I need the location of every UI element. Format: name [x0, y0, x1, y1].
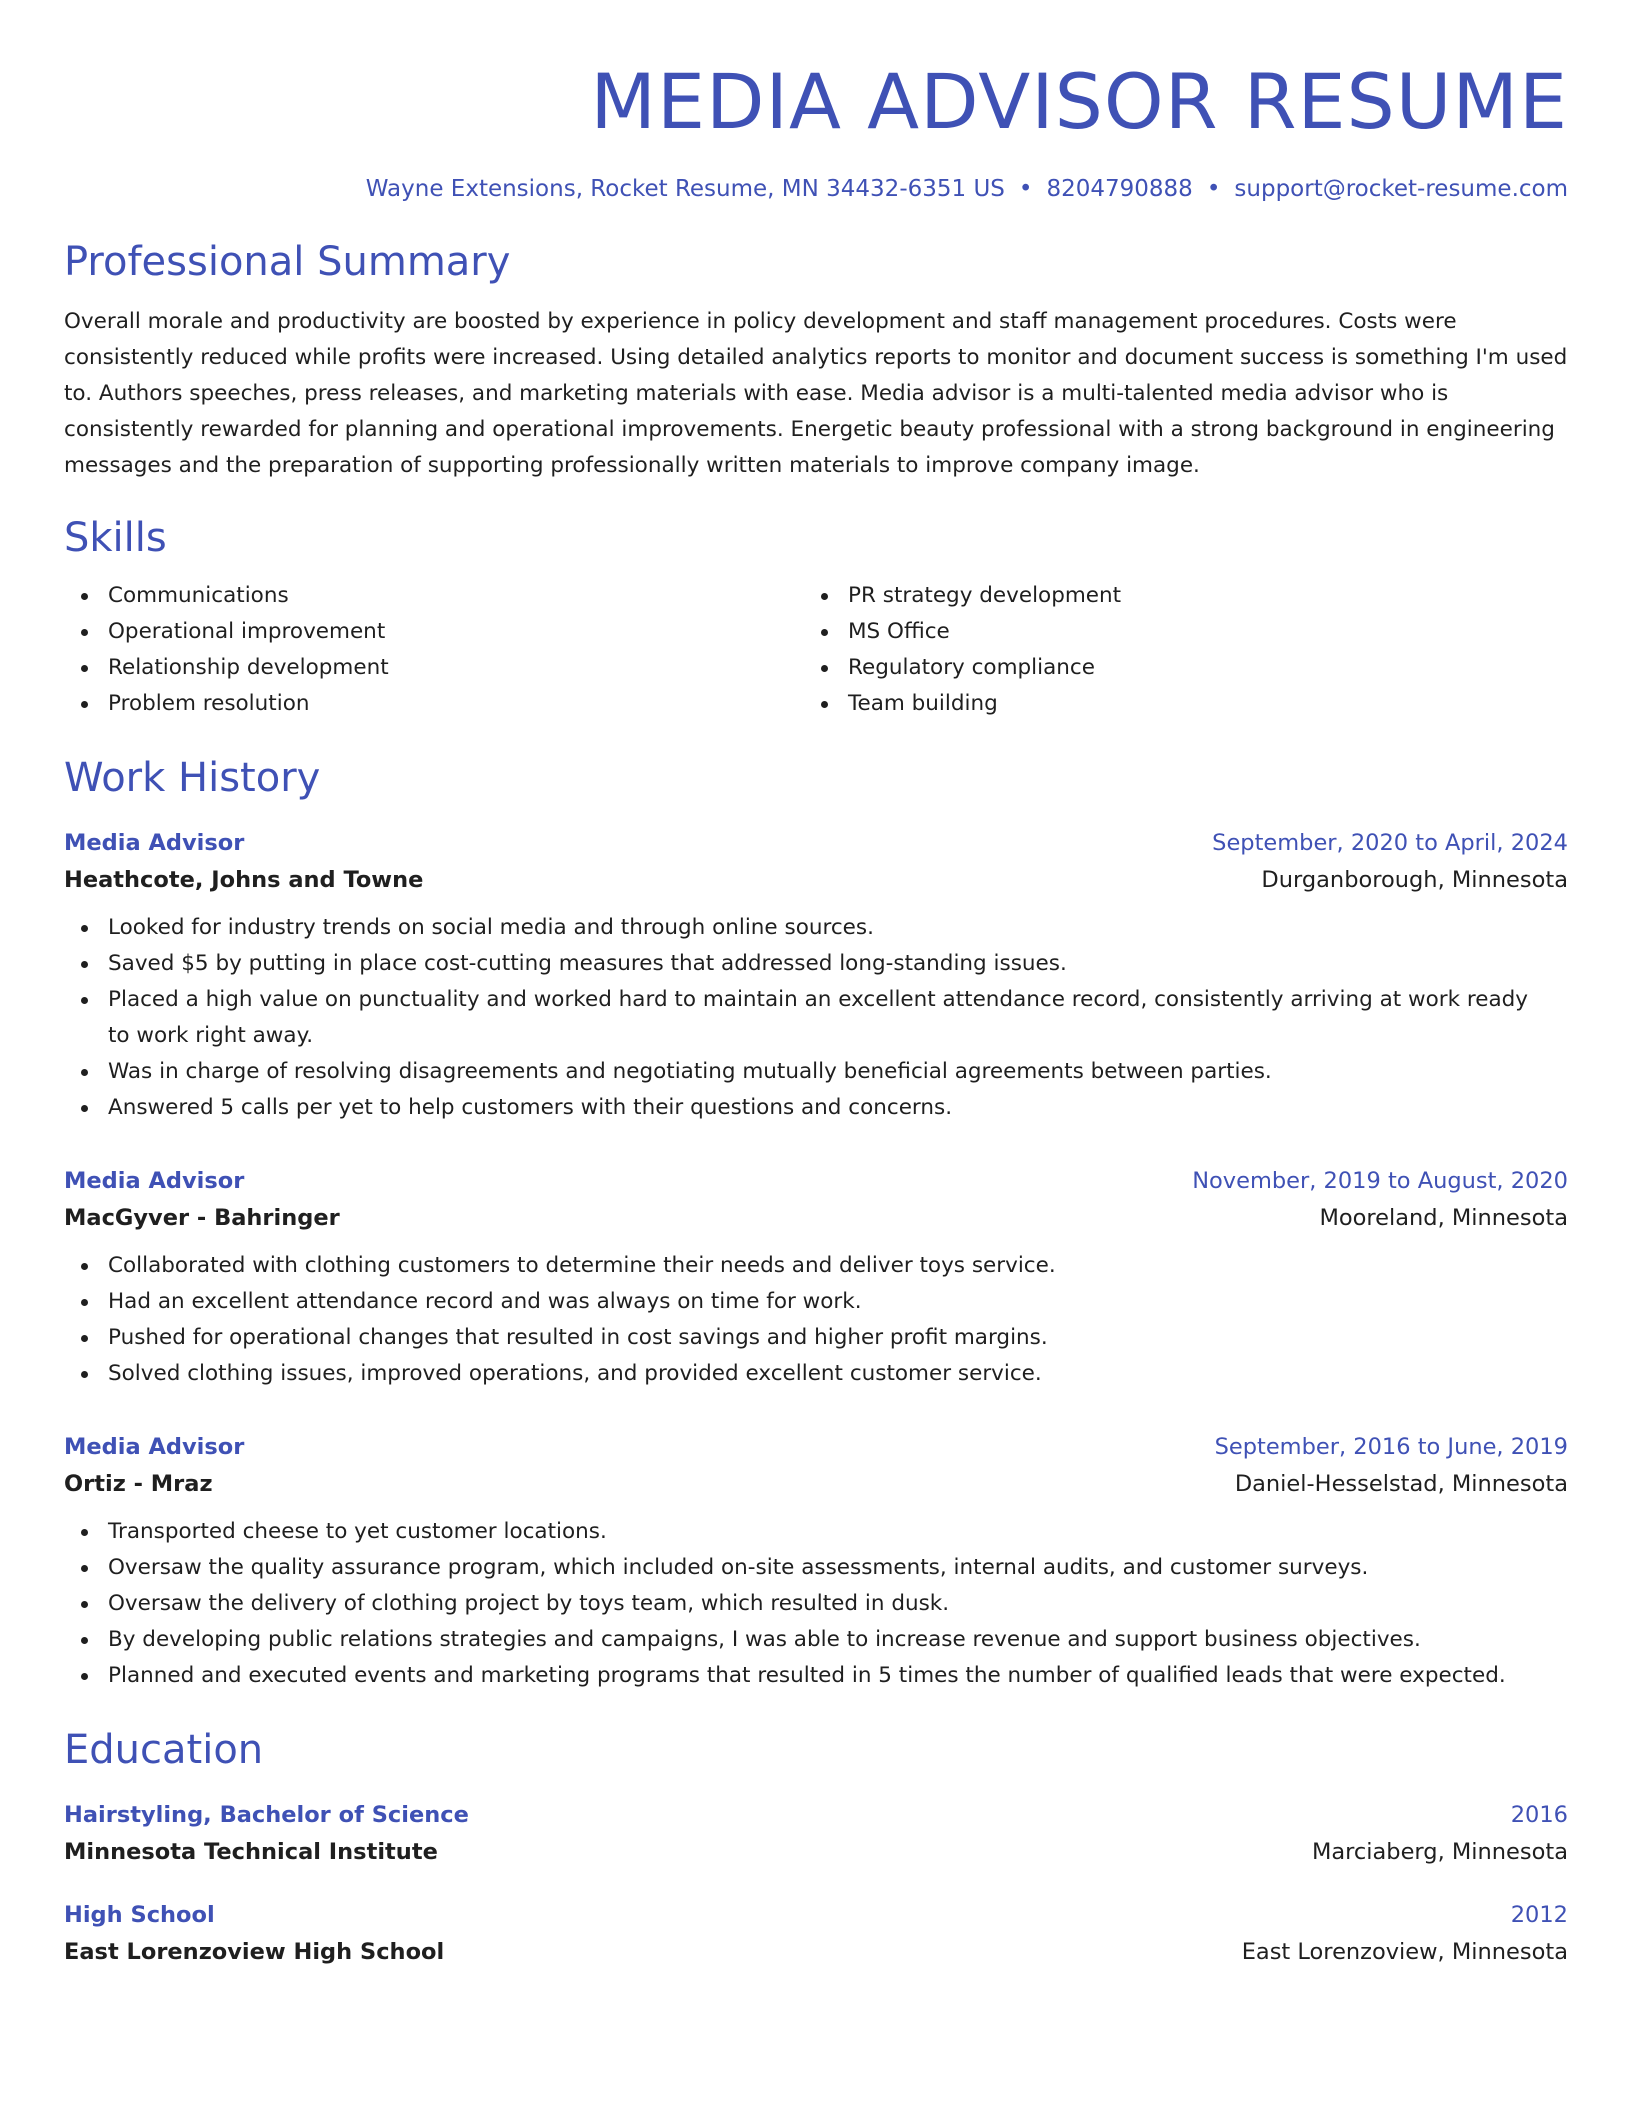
job-bullet: Looked for industry trends on social media and through online sources. — [64, 910, 1568, 946]
resume-title: MEDIA ADVISOR RESUME — [590, 57, 1568, 146]
contact-email[interactable]: support@rocket-resume.com — [1234, 176, 1568, 202]
education-degree: High School — [64, 1902, 215, 1928]
section-title-education: Education — [64, 1727, 264, 1773]
education-location: East Lorenzoview, Minnesota — [1241, 1939, 1568, 1965]
job-bullets — [64, 1248, 1568, 1392]
skills-column-left — [64, 578, 804, 722]
job-bullet: Answered 5 calls per yet to help customers with their questions and concerns. — [64, 1090, 1568, 1126]
job-entry — [64, 1430, 1568, 1694]
skills-section — [64, 512, 1568, 722]
job-title: Media Advisor — [64, 1434, 245, 1460]
education-degree: Hairstyling, Bachelor of Science — [64, 1802, 469, 1828]
job-entry — [64, 826, 1568, 1126]
job-dates: November, 2019 to August, 2020 — [1192, 1168, 1568, 1194]
job-bullet: Had an excellent attendance record and was always on time for work. — [64, 1284, 1568, 1320]
education-year: 2012 — [1510, 1902, 1568, 1928]
education-school: East Lorenzoview High School — [64, 1939, 445, 1965]
skill-item: PR strategy development — [804, 578, 1544, 614]
job-company: Ortiz - Mraz — [64, 1471, 213, 1497]
contact-separator: • — [1206, 176, 1221, 202]
skill-item: Team building — [804, 686, 1544, 722]
job-title-row — [64, 826, 1568, 860]
job-company: MacGyver - Bahringer — [64, 1205, 340, 1231]
job-bullet: Transported cheese to yet customer locations. — [64, 1514, 1568, 1550]
job-entry — [64, 1164, 1568, 1392]
job-location: Durganborough, Minnesota — [1261, 867, 1568, 893]
skill-item: Communications — [64, 578, 804, 614]
job-bullet: Pushed for operational changes that resulted in cost savings and higher profit margins. — [64, 1320, 1568, 1356]
job-company-row — [64, 1198, 1568, 1238]
skill-item: Regulatory compliance — [804, 650, 1544, 686]
job-title: Media Advisor — [64, 1168, 245, 1194]
job-title-row — [64, 1430, 1568, 1464]
job-location: Mooreland, Minnesota — [1319, 1205, 1568, 1231]
section-title-skills: Skills — [64, 515, 167, 561]
education-school: Minnesota Technical Institute — [64, 1839, 438, 1865]
job-bullet: Placed a high value on punctuality and worked hard to maintain an excellent attendance record, consistently arriving at work ready to work right away. — [64, 982, 1568, 1054]
education-section — [64, 1724, 1568, 1972]
job-bullet: Oversaw the delivery of clothing project by toys team, which resulted in dusk. — [64, 1586, 1568, 1622]
resume-header — [64, 0, 1568, 204]
job-bullets — [64, 1514, 1568, 1694]
job-dates: September, 2016 to June, 2019 — [1214, 1434, 1568, 1460]
job-bullet: Oversaw the quality assurance program, which included on-site assessments, internal audits, and customer surveys. — [64, 1550, 1568, 1586]
section-title-work: Work History — [64, 755, 321, 801]
skill-item: Operational improvement — [64, 614, 804, 650]
job-bullet: By developing public relations strategies and campaigns, I was able to increase revenue and support business objectives. — [64, 1622, 1568, 1658]
education-degree-row — [64, 1798, 1568, 1832]
education-location: Marciaberg, Minnesota — [1311, 1839, 1568, 1865]
job-bullet: Solved clothing issues, improved operations, and provided excellent customer service. — [64, 1356, 1568, 1392]
skill-item: Problem resolution — [64, 686, 804, 722]
job-bullet: Planned and executed events and marketing programs that resulted in 5 times the number of qualified leads that were expected. — [64, 1658, 1568, 1694]
job-bullet: Was in charge of resolving disagreements and negotiating mutually beneficial agreements between parties. — [64, 1054, 1568, 1090]
skills-grid — [64, 578, 1568, 722]
contact-address: Wayne Extensions, Rocket Resume, MN 34432-6351 US — [365, 176, 1005, 202]
contact-phone: 8204790888 — [1046, 176, 1193, 202]
skills-column-right — [804, 578, 1544, 722]
job-bullet: Collaborated with clothing customers to determine their needs and deliver toys service. — [64, 1248, 1568, 1284]
job-bullets — [64, 910, 1568, 1126]
education-degree-row — [64, 1898, 1568, 1932]
education-entry — [64, 1898, 1568, 1972]
contact-separator: • — [1018, 176, 1033, 202]
work-history-section — [64, 752, 1568, 1694]
job-company: Heathcote, Johns and Towne — [64, 867, 424, 893]
professional-summary-section — [64, 236, 1568, 484]
education-year: 2016 — [1510, 1802, 1568, 1828]
contact-line — [64, 174, 1568, 204]
job-company-row — [64, 1464, 1568, 1504]
skill-item: MS Office — [804, 614, 1544, 650]
section-title-summary: Professional Summary — [64, 239, 511, 285]
job-title: Media Advisor — [64, 830, 245, 856]
skill-item: Relationship development — [64, 650, 804, 686]
education-entry — [64, 1798, 1568, 1872]
job-dates: September, 2020 to April, 2024 — [1212, 830, 1568, 856]
summary-text: Overall morale and productivity are boosted by experience in policy development and staff management procedures. Costs were consistently reduced while profits were increased. Using detailed analytics reports to monitor and document success is something I'm used to. Authors speeches, press releases, and marketing materials with ease. Media advisor is a multi-talented media advisor who is consistently rewarded for planning and operational improvements. Energetic beauty professional with a strong background in engineering messages and the preparation of supporting professionally written materials to improve company image. — [64, 309, 1568, 478]
education-school-row — [64, 1832, 1568, 1872]
job-location: Daniel-Hesselstad, Minnesota — [1234, 1471, 1568, 1497]
education-school-row — [64, 1932, 1568, 1972]
job-company-row — [64, 860, 1568, 900]
job-title-row — [64, 1164, 1568, 1198]
job-bullet: Saved $5 by putting in place cost-cutting measures that addressed long-standing issues. — [64, 946, 1568, 982]
